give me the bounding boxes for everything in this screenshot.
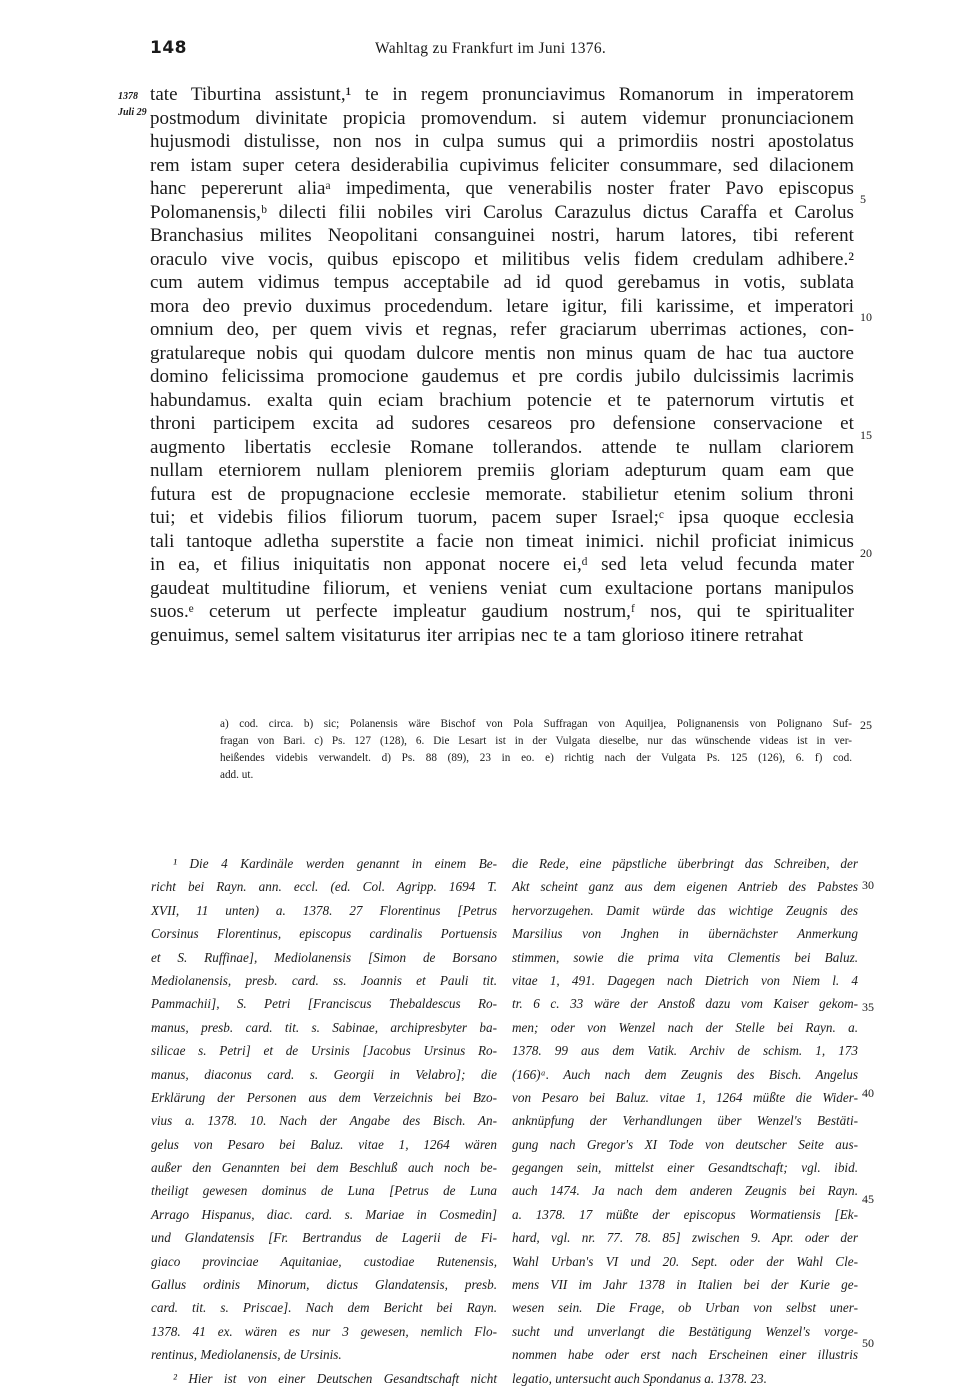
footnote-line: auch 1474. Ja nach dem anderen Zeugnis bei Rayn. bbox=[512, 1183, 858, 1199]
footnote-line: manus, diaconus card. s. Georgii in Velabro]; die bbox=[151, 1066, 497, 1082]
footnotes-right-column bbox=[512, 852, 858, 1390]
footnote-line: et S. Ruffinae], Mediolanensis [Simon de Borsano bbox=[151, 949, 497, 965]
text-line: cum autem vidimus tempus acceptabile ad id quod gerebamus in votis, sublata bbox=[150, 272, 854, 293]
line-number: 10 bbox=[860, 310, 872, 324]
footnote-line: tr. 6 c. 33 wäre der Anstoß dazu vom Kaiser gekom- bbox=[512, 996, 858, 1012]
footnote-line: hervorzugehen. Damit würde das wichtige Zeugnis des bbox=[512, 902, 858, 918]
footnote-line: card. tit. s. Priscae]. Nach dem Bericht bei Rayn. bbox=[151, 1300, 497, 1316]
footnote-line: a. 1378. 17 müßte der episcopus Wormatiensis [Ek- bbox=[512, 1206, 858, 1222]
footnote-line: gelus von Pesaro bei Baluz. vitae 1, 1264 wären bbox=[151, 1136, 497, 1152]
footnote-line: die Rede, eine päpstliche überbringt das Schreiben, der bbox=[512, 856, 858, 871]
footnote-line: Marsilius von Jnghen in übernächster Anmerkung bbox=[512, 926, 858, 942]
text-line: postmodum divinitate propicia promovendum. si autem videmur pronunciacionem bbox=[150, 107, 854, 129]
apparatus-line: heißendes videbis verwandelt. d) Ps. 88 (89), 23 in eo. e) richtig nach der Vulgata Ps. 125 (126), 6. f) cod. bbox=[220, 752, 852, 764]
text-line: in ea, et filius iniquitatis non apponat nocere ei,ᵈ sed leta velud fecunda mater bbox=[150, 554, 854, 575]
footnote-line: giaco provinciae Aquitaniae, custodiae Rutenensis, bbox=[151, 1253, 497, 1269]
line-number: 15 bbox=[860, 428, 872, 442]
text-line: Polomanensis,ᵇ dilecti filii nobiles viri Carolus Carazulus dictus Caraffa et Carolus bbox=[150, 201, 854, 223]
text-line: mora deo previo duximus procedendum. letare igitur, fili karissime, et imperatori bbox=[150, 295, 854, 317]
footnote-line: men; oder von Wenzel nach der Stelle bei Rayn. a. bbox=[512, 1019, 858, 1035]
footnote-line: theiligt gewesen dominus de Luna [Petrus de Luna bbox=[151, 1183, 497, 1199]
text-line: nullam eterniorem nullam pleniorem premiis gloriam adepturum quam eam que bbox=[150, 460, 854, 481]
text-line: rem istam super cetera desiderabilia cupivimus feliciter consummare, sed dilacionem bbox=[150, 154, 854, 176]
text-line: tali tantoque adletha superstite a facie non timeat inimici. nichil proficiat inimicus bbox=[150, 530, 854, 552]
text-line: futura est de propugnacione ecclesie memorate. stabilietur etenim solium throni bbox=[150, 483, 854, 505]
footnote-line: vius a. 1378. 10. Nach der Angabe des Bisch. An- bbox=[151, 1113, 497, 1129]
footnote-line: legatio, untersucht auch Spondanus a. 1378. 23. bbox=[512, 1370, 767, 1386]
footnote-line: Pammachii], S. Petri [Franciscus Thebaldescus Ro- bbox=[151, 996, 497, 1012]
text-line: domino felicissima promocione gaudemus et pre cordis jubilo dulcissimis lacrimis bbox=[150, 366, 854, 387]
text-line: oraculo vive vocis, quibus episcopo et militibus velis fidem credulam adhibere.² bbox=[150, 248, 854, 270]
footnote-line: Arrago Hispanus, diac. card. s. Mariae in Cosmedin] bbox=[151, 1206, 497, 1222]
footnote-line: gung nach Gregor's XI Tode von deutscher Seite aus- bbox=[512, 1136, 858, 1152]
text-line: hujusmodi distulisse, non nos in culpa sumus qui a primordiis nostri apostolatus bbox=[150, 131, 854, 152]
critical-apparatus bbox=[220, 716, 852, 784]
footnote-line: rentinus, Mediolanensis, de Ursinis. bbox=[151, 1347, 342, 1363]
footnote-line: von Pesaro bei Baluz. vitae 1, 1264 müßte die Wider- bbox=[512, 1089, 858, 1105]
footnote-line: silicae s. Petri] et de Ursinis [Jacobus Ursinus Ro- bbox=[151, 1043, 497, 1059]
footnote-line: manus, presb. card. tit. s. Sabinae, archipresbyter ba- bbox=[151, 1019, 497, 1035]
footnote-line: Gallus ordinis Minorum, dictus Glandatensis, presb. bbox=[151, 1277, 497, 1293]
footnote-line: stimmen, sowie die prima vita Clementis bei Baluz. bbox=[512, 949, 858, 965]
text-line: Branchasius milites Neopolitani consanguinei nostri, harum latores, tibi referent bbox=[150, 225, 854, 246]
footnote-line: (166)ᵃ. Auch nach dem Zeugnis des Bisch. Angelus bbox=[512, 1066, 858, 1082]
footnote-line: 1378. 99 aus dem Vatik. Archiv de schism. 1, 173 bbox=[512, 1043, 858, 1059]
text-line: throni participem excita ad sudores cesareos pro defensione conservacione et bbox=[150, 413, 854, 434]
apparatus-line: a) cod. circa. b) sic; Polanensis wäre Bischof von Pola Suffragan von Aquiljea, Polignanensis von Polignano Suf- bbox=[220, 718, 852, 730]
page-number: 148 bbox=[150, 38, 187, 58]
margin-date-day: Juli 29 bbox=[118, 107, 147, 118]
footnote-line: ¹ Die 4 Kardinäle werden genannt in einem Be- bbox=[173, 856, 497, 871]
footnote-line: mens VII im Jahr 1378 in Italien bei der Kurie ge- bbox=[512, 1277, 858, 1293]
footnote-line: richt bei Rayn. ann. eccl. (ed. Col. Agripp. 1694 T. bbox=[151, 879, 497, 895]
line-number: 20 bbox=[860, 546, 872, 560]
footnote-line: außer den Genannten bei dem Beschluß auch noch be- bbox=[151, 1160, 497, 1176]
text-line: omnium deo, per quem vivis et regnas, refer graciarum uberrimas actiones, con- bbox=[150, 319, 854, 340]
apparatus-line: add. ut. bbox=[220, 769, 254, 781]
text-line: augmento libertatis ecclesie Romane tollerandos. attende te nullam clariorem bbox=[150, 436, 854, 458]
footnote-line: ² Hier ist von einer Deutschen Gesandtschaft nicht bbox=[173, 1370, 497, 1386]
footnote-line: wesen sein. Die Frage, ob Urban von selbst uner- bbox=[512, 1300, 858, 1316]
text-line: suos.ᵉ ceterum ut perfecte impleatur gaudium nostrum,ᶠ nos, qui te spiritualiter bbox=[150, 601, 854, 622]
footnote-line: Akt scheint ganz aus dem eigenen Antrieb des Pabstes bbox=[512, 879, 858, 895]
page-header bbox=[150, 38, 850, 62]
footnote-line: und Glandatensis [Fr. Bertrandus de Lagerii de Fi- bbox=[151, 1230, 497, 1246]
text-line: tate Tiburtina assistunt,¹ te in regem pronunciavimus Romanorum in imperatorem bbox=[150, 84, 854, 105]
margin-date-year: 1378 bbox=[118, 91, 138, 102]
text-line: habundamus. exalta quin eciam brachium potencie et te paternorum virtutis et bbox=[150, 389, 854, 411]
footnote-line: hard, vgl. nr. 77. 78. 85] zwischen 9. Apr. oder der bbox=[512, 1230, 858, 1246]
footnotes-left-column bbox=[151, 852, 497, 1390]
text-line: gaudeat multitudine filiorum, et veniens veniat cum exultacione portans manipulos bbox=[150, 577, 854, 599]
footnote-line: sucht und unverlangt die Bestätigung Wenzel's vorge- bbox=[512, 1323, 858, 1339]
line-number: 25 bbox=[860, 718, 872, 732]
footnote-line: vitae 1, 491. Dagegen nach Dietrich von Niem l. 4 bbox=[512, 972, 858, 988]
footnote-line: Wahl Urban's VI und 20. Sept. oder der Wahl Cle- bbox=[512, 1253, 858, 1269]
running-head: Wahltag zu Frankfurt im Juni 1376. bbox=[375, 40, 607, 57]
footnote-line: anknüpfung der Verhandlungen über Wenzel's Bestäti- bbox=[512, 1113, 858, 1129]
footnote-line: 1378. 41 ex. wären es nur 3 gewesen, nemlich Flo- bbox=[151, 1323, 497, 1339]
footnote-line: XVII, 11 unten) a. 1378. 27 Florentinus [Petrus bbox=[151, 902, 497, 918]
apparatus-line: fragan von Bari. c) Ps. 127 (128), 6. Die Lesart ist in der Vulgata dieselbe, nur das wünschende videas ist in ver- bbox=[220, 735, 852, 747]
line-number: 45 bbox=[862, 1192, 874, 1206]
text-line: hanc pepererunt aliaᵃ impedimenta, que venerabilis noster frater Pavo episcopus bbox=[150, 178, 854, 199]
footnote-line: nommen habe oder erst nach Erscheinen einer illustris bbox=[512, 1347, 858, 1363]
line-number: 50 bbox=[862, 1336, 874, 1350]
line-number: 40 bbox=[862, 1086, 874, 1100]
footnote-line: Mediolanensis, presb. card. ss. Joannis et Pauli tit. bbox=[151, 972, 497, 988]
footnote-line: gegangen sein, mittelst einer Gesandtschaft; vgl. ibid. bbox=[512, 1160, 858, 1176]
text-line: genuimus, semel saltem visitaturus iter arripias nec te a tam glorioso itinere retrahat bbox=[150, 624, 804, 646]
main-text-block bbox=[150, 83, 854, 647]
line-number: 5 bbox=[860, 192, 866, 206]
line-number: 35 bbox=[862, 1000, 874, 1014]
footnote-line: Corsinus Florentinus, episcopus cardinalis Portuensis bbox=[151, 926, 497, 942]
text-line: tui; et videbis filios filiorum tuorum, pacem super Israel;ᶜ ipsa quoque ecclesia bbox=[150, 507, 854, 528]
footnote-line: Erklärung der Personen aus dem Verzeichnis bei Bzo- bbox=[151, 1089, 497, 1105]
line-number: 30 bbox=[862, 878, 874, 892]
text-line: gratulareque nobis qui quodam dulcore mentis non minus quam de hac tua auctore bbox=[150, 342, 854, 364]
